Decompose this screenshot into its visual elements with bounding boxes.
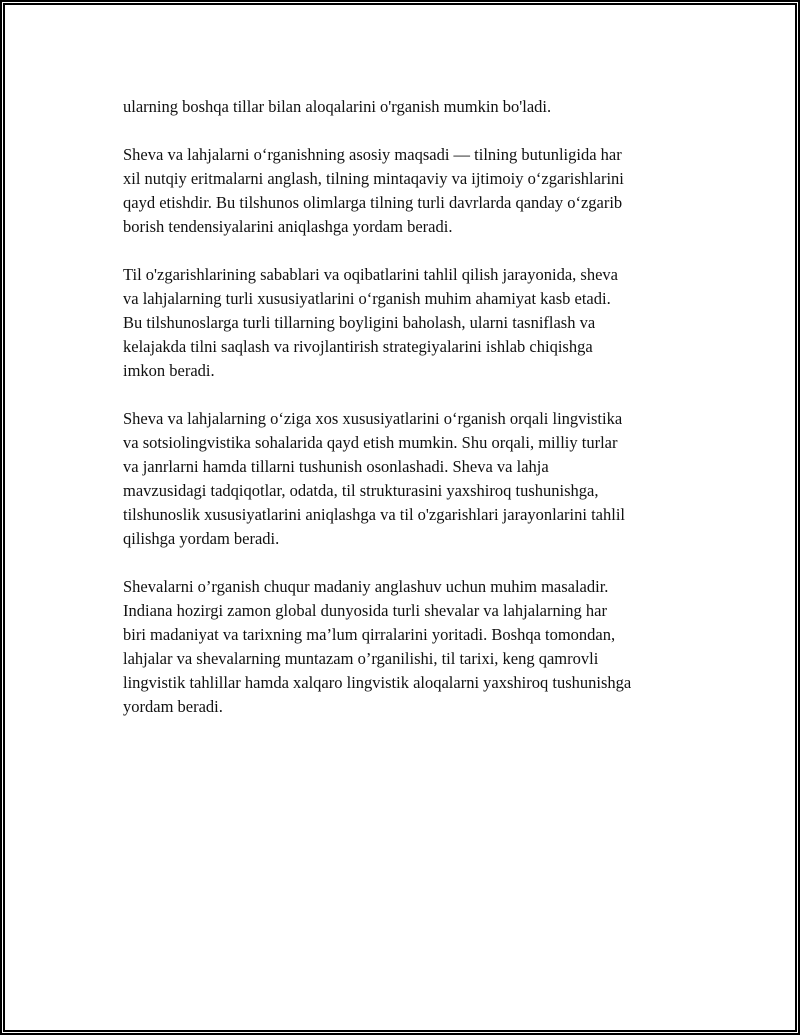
paragraph-2: Sheva va lahjalarni o‘rganishning asosiy maqsadi — tilning butunligida har xil nutqiy eritmalarni anglash, tilning mintaqaviy va ijtimoiy o‘zgarishlarini qayd etishdir. Bu tilshunos olimlarga tilning turli davrlarda qanday o‘zgarib borish tendensiyalarini aniqlashga yordam beradi. — [123, 145, 624, 236]
document-body — [123, 95, 703, 743]
paragraph-1: ularning boshqa tillar bilan aloqalarini o'rganish mumkin bo'ladi. — [123, 97, 552, 116]
paragraph-4: Sheva va lahjalarning o‘ziga xos xususiyatlarini o‘rganish orqali lingvistika va sotsiolingvistika sohalarida qayd etish mumkin. Shu orqali, milliy turlar va janrlarni hamda tillarni tushunish osonlashadi. Sheva va lahja mavzusidagi tadqiqotlar, odatda, til strukturasini yaxshiroq tushunishga, tilshunoslik xususiyatlarini aniqlashga va til o'zgarishlari jarayonlarini tahlil qilishga yordam beradi. — [123, 409, 625, 548]
paragraph-3: Til o'zgarishlarining sabablari va oqibatlarini tahlil qilish jarayonida, sheva va lahjalarning turli xususiyatlarini o‘rganish muhim ahamiyat kasb etadi. Bu tilshunoslarga turli tillarning boyligini baholash, ularni tasniflash va kelajakda tilni saqlash va rivojlantirish strategiyalarini ishlab chiqishga imkon beradi. — [123, 265, 618, 380]
paragraph-5: Shevalarni o’rganish chuqur madaniy anglashuv uchun muhim masaladir. Indiana hozirgi zamon global dunyosida turli shevalar va lahjalarning har biri madaniyat va tarixning ma’lum qirralarini yoritadi. Boshqa tomondan, lahjalar va shevalarning muntazam o’rganilishi, til tarixi, keng qamrovli lingvistik tahlillar hamda xalqaro lingvistik aloqalarni yaxshiroq tushunishga yordam beradi. — [123, 577, 632, 716]
